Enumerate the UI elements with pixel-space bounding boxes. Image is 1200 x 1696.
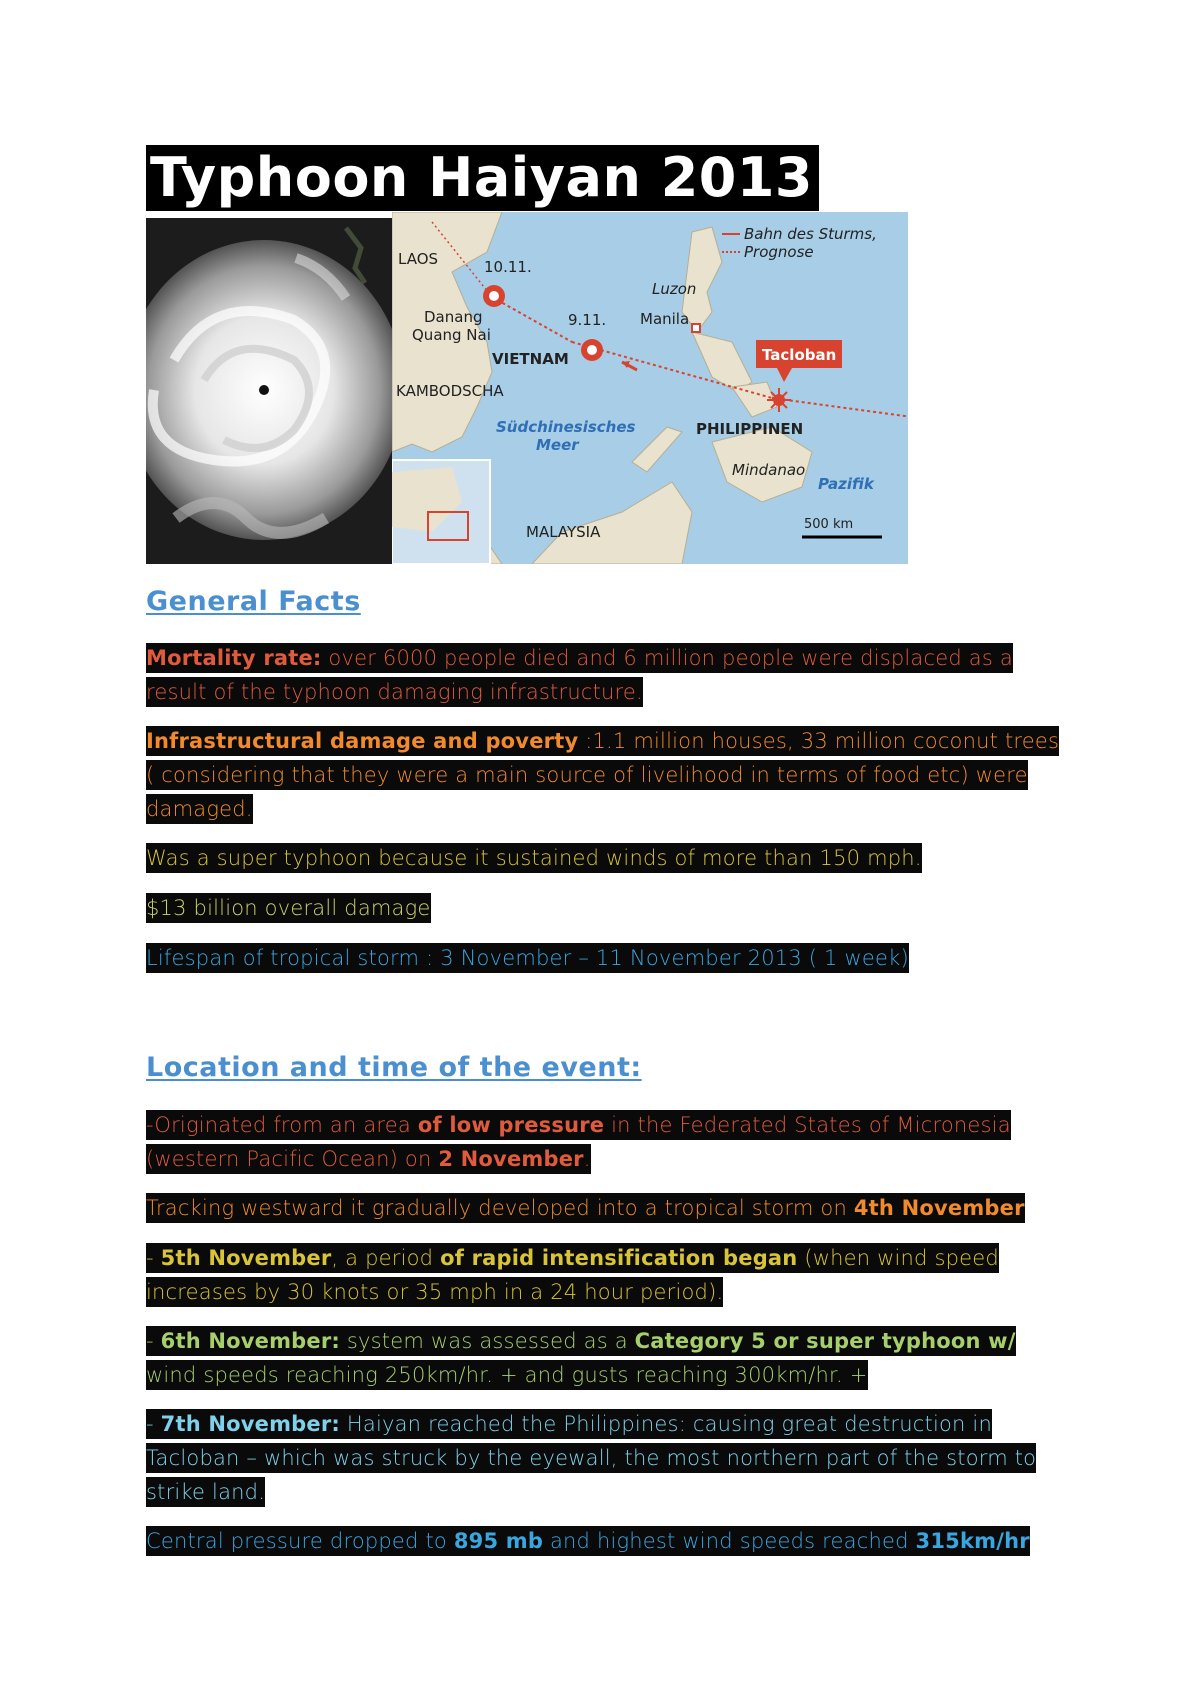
- event-intensification: [146, 1241, 1066, 1309]
- map-label-scale: 500 km: [804, 517, 854, 532]
- event-pressure-value: 895 mb: [453, 1529, 544, 1553]
- fact-lifespan: [146, 941, 1066, 975]
- map-label-philippinen: PHILIPPINEN: [696, 420, 804, 438]
- event-pressure-text-a: Central pressure dropped to: [146, 1529, 454, 1553]
- map-label-laos: LAOS: [398, 250, 439, 268]
- event-origin-date: 2 November: [438, 1147, 584, 1171]
- map-label-mindanao: Mindanao: [732, 461, 806, 479]
- fact-super-typhoon: [146, 841, 1066, 875]
- map-label-quangnai: Quang Nai: [412, 326, 491, 344]
- map-label-luzon: Luzon: [652, 280, 697, 298]
- event-origin-period: .: [583, 1147, 591, 1171]
- map-label-sea2: Meer: [536, 436, 579, 454]
- event-category5-bold: Category 5 or super typhoon w/: [634, 1329, 1016, 1353]
- event-tracking: [146, 1191, 1066, 1225]
- fact-mortality-text: over 6000 people died and 6 million people were displaced as a result of the typhoon damaging infrastructure.: [146, 646, 1013, 704]
- event-intensification-date: 5th November: [160, 1246, 332, 1270]
- event-landfall: [146, 1407, 1066, 1509]
- event-landfall-date: 7th November:: [160, 1412, 341, 1436]
- event-intensification-text-b: (when wind speed increases by 30 knots or 35 mph in a 24 hour period).: [146, 1246, 999, 1304]
- map-label-tacloban: Tacloban: [762, 346, 837, 364]
- event-landfall-text: Haiyan reached the Philippines: causing great destruction in Tacloban – which was struck by the eyewall, the most northern part of the storm to strike land.: [146, 1412, 1037, 1504]
- event-origin-bold-a: of low pressure: [417, 1113, 605, 1137]
- event-intensification-dash: -: [146, 1246, 161, 1270]
- fact-mortality-label: Mortality rate:: [146, 646, 322, 670]
- event-tracking-date: 4th November: [853, 1196, 1025, 1220]
- event-tracking-text: Tracking westward it gradually developed into a tropical storm on: [146, 1196, 854, 1220]
- event-pressure: [146, 1524, 1066, 1558]
- event-origin-text-b: in the Federated States of Micronesia (western Pacific Ocean) on: [146, 1113, 1011, 1171]
- map-label-danang: Danang: [424, 308, 483, 326]
- event-landfall-dash: -: [146, 1412, 161, 1436]
- map-legend-forecast: Prognose: [744, 243, 814, 261]
- event-origin: [146, 1108, 1066, 1176]
- fact-mortality: [146, 641, 1066, 709]
- map-label-date2: 9.11.: [568, 311, 607, 329]
- section-heading-location: Location and time of the event:: [146, 1052, 642, 1083]
- event-intensification-bold: of rapid intensification began: [440, 1246, 798, 1270]
- map-label-pazifik: Pazifik: [818, 475, 874, 493]
- fact-infrastructure: [146, 724, 1066, 826]
- map-label-sea: Südchinesisches: [496, 418, 636, 436]
- event-category5-text-b: wind speeds reaching 250km/hr. + and gusts reaching 300km/hr. +: [146, 1363, 868, 1387]
- fact-infrastructure-text: :1.1 million houses, 33 million coconut trees ( considering that they were a main source of livelihood in terms of food etc) were damaged.: [146, 729, 1060, 821]
- event-pressure-text-b: and highest wind speeds reached: [543, 1529, 916, 1553]
- fact-super-typhoon-text: Was a super typhoon because it sustained winds of more than 150 mph.: [146, 843, 922, 873]
- map-label-date1: 10.11.: [484, 258, 532, 276]
- figure: [146, 212, 908, 564]
- event-origin-text-a: -Originated from an area: [146, 1113, 418, 1137]
- map-label-manila: Manila: [640, 310, 690, 328]
- event-category5-dash: -: [146, 1329, 161, 1353]
- map-image: [392, 212, 908, 564]
- page-title: Typhoon Haiyan 2013: [146, 145, 819, 211]
- event-category5: [146, 1324, 1066, 1392]
- map-legend-track: Bahn des Sturms,: [744, 225, 877, 243]
- fact-damage: [146, 891, 1066, 925]
- fact-infrastructure-label: Infrastructural damage and poverty: [146, 729, 579, 753]
- fact-lifespan-text: Lifespan of tropical storm : 3 November – 11 November 2013 ( 1 week): [146, 943, 909, 973]
- section-heading-general-facts: General Facts: [146, 586, 361, 617]
- event-category5-text-a: system was assessed as a: [340, 1329, 635, 1353]
- event-category5-date: 6th November:: [160, 1329, 341, 1353]
- event-wind-value: 315km/hr: [915, 1529, 1030, 1553]
- map-label-malaysia: MALAYSIA: [526, 523, 601, 541]
- satellite-image: [146, 218, 392, 564]
- map-label-vietnam: VIETNAM: [492, 350, 569, 368]
- fact-damage-text: $13 billion overall damage: [146, 893, 431, 923]
- map-label-kambodscha: KAMBODSCHA: [396, 382, 504, 400]
- event-intensification-text-a: , a period: [331, 1246, 441, 1270]
